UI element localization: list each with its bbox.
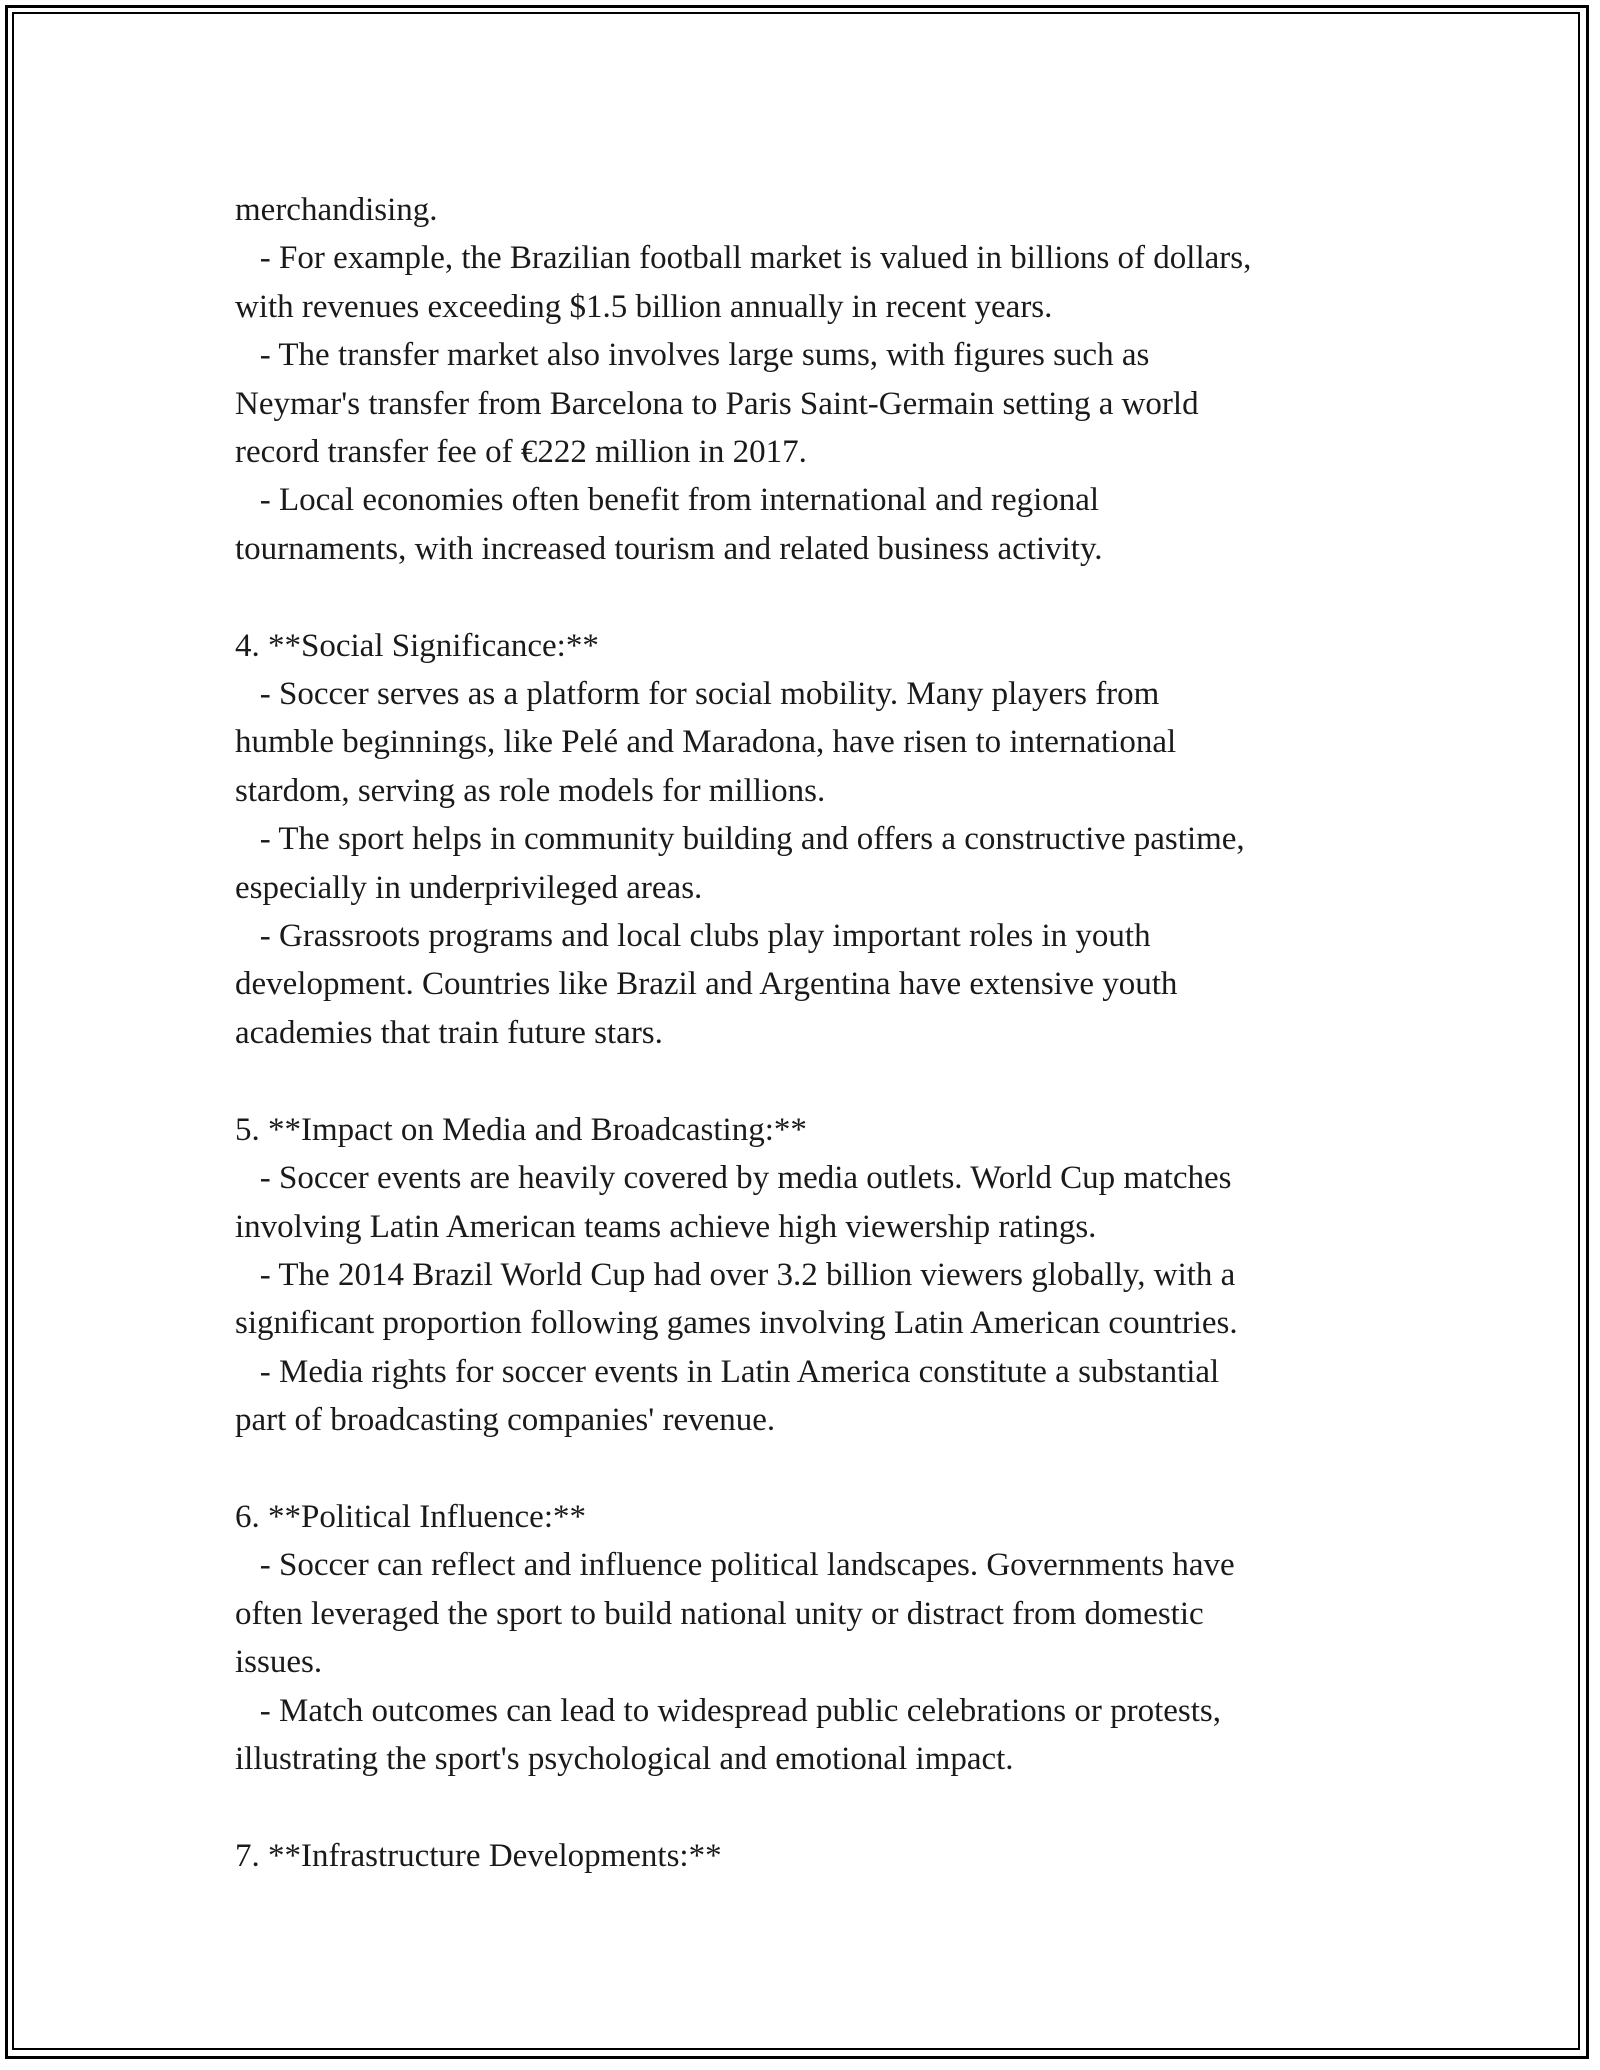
blank-line: [235, 1783, 1395, 1831]
text-line: - Match outcomes can lead to widespread public celebrations or protests,: [235, 1692, 1222, 1729]
text-line: - Local economies often benefit from international and regional: [235, 482, 1100, 519]
blank-line: [235, 573, 1395, 621]
text-line: involving Latin American teams achieve high viewership ratings.: [235, 1208, 1097, 1245]
text-line: 4. **Social Significance:**: [235, 627, 599, 664]
text-line: development. Countries like Brazil and Argentina have extensive youth: [235, 966, 1178, 1003]
text-line: - Soccer can reflect and influence political landscapes. Governments have: [235, 1547, 1235, 1584]
text-line: issues.: [235, 1644, 323, 1681]
blank-line: [235, 1057, 1395, 1105]
text-line: 7. **Infrastructure Developments:**: [235, 1837, 722, 1874]
text-line: significant proportion following games involving Latin American countries.: [235, 1305, 1238, 1342]
blank-line: [235, 1445, 1395, 1493]
text-line: academies that train future stars.: [235, 1014, 663, 1051]
text-line: - The transfer market also involves large sums, with figures such as: [235, 337, 1150, 374]
text-line: - Media rights for soccer events in Latin America constitute a substantial: [235, 1353, 1220, 1390]
text-line: often leveraged the sport to build national unity or distract from domestic: [235, 1595, 1204, 1632]
text-line: - Soccer events are heavily covered by media outlets. World Cup matches: [235, 1160, 1232, 1197]
text-line: - Grassroots programs and local clubs play important roles in youth: [235, 918, 1151, 955]
text-line: Neymar's transfer from Barcelona to Paris Saint-Germain setting a world: [235, 385, 1199, 422]
text-line: part of broadcasting companies' revenue.: [235, 1402, 776, 1439]
text-line: 5. **Impact on Media and Broadcasting:**: [235, 1111, 807, 1148]
text-line: - Soccer serves as a platform for social mobility. Many players from: [235, 676, 1160, 713]
text-line: - The sport helps in community building and offers a constructive pastime,: [235, 821, 1245, 858]
text-line: with revenues exceeding $1.5 billion annually in recent years.: [235, 288, 1053, 325]
text-line: - The 2014 Brazil World Cup had over 3.2 billion viewers globally, with a: [235, 1256, 1236, 1293]
text-line: especially in underprivileged areas.: [235, 869, 703, 906]
document-body: [235, 186, 1395, 1880]
text-line: - For example, the Brazilian football market is valued in billions of dollars,: [235, 240, 1252, 277]
text-line: 6. **Political Influence:**: [235, 1498, 586, 1535]
text-line: merchandising.: [235, 192, 438, 228]
text-line: humble beginnings, like Pelé and Maradona, have risen to international: [235, 724, 1177, 761]
text-line: record transfer fee of €222 million in 2017.: [235, 434, 807, 471]
text-line: tournaments, with increased tourism and related business activity.: [235, 530, 1103, 567]
text-line: illustrating the sport's psychological and emotional impact.: [235, 1740, 1014, 1777]
text-line: stardom, serving as role models for millions.: [235, 772, 826, 809]
